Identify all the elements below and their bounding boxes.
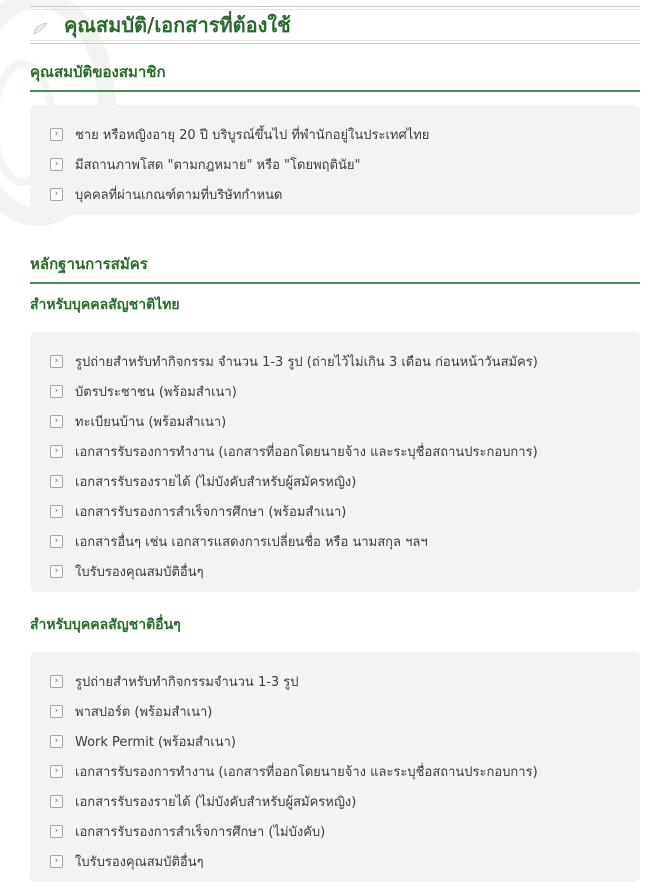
chevron-right-icon: › xyxy=(50,765,63,778)
qualifications-list xyxy=(30,105,640,215)
list-item-text: ทะเบียนบ้าน (พร้อมสำเนา) xyxy=(75,414,227,430)
list-item xyxy=(50,526,620,556)
list-item xyxy=(50,756,620,786)
chevron-right-icon: › xyxy=(50,355,63,368)
list-item-text: มีสถานภาพโสด "ตามกฎหมาย" หรือ "โดยพฤตินัย" xyxy=(75,157,361,173)
leaf-icon xyxy=(32,21,48,35)
list-item xyxy=(50,786,620,816)
list-item-text: Work Permit (พร้อมสำเนา) xyxy=(75,734,236,750)
list-item-text: ชาย หรือหญิงอายุ 20 ปี บริบูรณ์ขึ้นไป ที่พำนักอยู่ในประเทศไทย xyxy=(75,127,430,143)
list-item xyxy=(50,666,620,696)
chevron-right-icon: › xyxy=(50,475,63,488)
list-item-text: เอกสารอื่นๆ เช่น เอกสารแสดงการเปลี่ยนชื่อ หรือ นามสกุล ฯลฯ xyxy=(75,534,428,550)
list-item xyxy=(50,816,620,846)
chevron-right-icon: › xyxy=(50,415,63,428)
list-item xyxy=(50,406,620,436)
list-item xyxy=(50,436,620,466)
list-item-text: เอกสารรับรองการสำเร็จการศึกษา (ไม่บังคับ) xyxy=(75,824,326,840)
thai-nationals-heading: สำหรับบุคคลสัญชาติไทย xyxy=(30,297,180,313)
list-item xyxy=(50,496,620,526)
list-item xyxy=(50,466,620,496)
chevron-right-icon: › xyxy=(50,385,63,398)
chevron-right-icon: › xyxy=(50,825,63,838)
list-item-text: เอกสารรับรองรายได้ (ไม่บังคับสำหรับผู้สมัครหญิง) xyxy=(75,474,357,490)
chevron-right-icon: › xyxy=(50,445,63,458)
documents-heading: หลักฐานการสมัคร xyxy=(30,252,640,284)
list-item-text: ใบรับรองคุณสมบัติอื่นๆ xyxy=(75,564,204,580)
list-item xyxy=(50,119,620,149)
other-documents-list xyxy=(30,652,640,882)
list-item xyxy=(50,726,620,756)
chevron-right-icon: › xyxy=(50,535,63,548)
chevron-right-icon: › xyxy=(50,705,63,718)
list-item-text: บุคคลที่ผ่านเกณฑ์ตามที่บริษัทกำหนด xyxy=(75,187,283,203)
list-item-text: บัตรประชาชน (พร้อมสำเนา) xyxy=(75,384,237,400)
list-item-text: รูปถ่ายสำหรับทำกิจกรรมจำนวน 1-3 รูป xyxy=(75,674,299,690)
list-item-text: พาสปอร์ต (พร้อมสำเนา) xyxy=(75,704,213,720)
chevron-right-icon: › xyxy=(50,188,63,201)
qualifications-heading: คุณสมบัติของสมาชิก xyxy=(30,60,640,92)
chevron-right-icon: › xyxy=(50,128,63,141)
list-item-text: รูปถ่ายสำหรับทำกิจกรรม จำนวน 1-3 รูป (ถ่ายไว้ไม่เกิน 3 เดือน ก่อนหน้าวันสมัคร) xyxy=(75,354,538,370)
list-item xyxy=(50,376,620,406)
other-nationals-heading: สำหรับบุคคลสัญชาติอื่นๆ xyxy=(30,617,181,633)
chevron-right-icon: › xyxy=(50,565,63,578)
list-item xyxy=(50,696,620,726)
chevron-right-icon: › xyxy=(50,675,63,688)
thai-documents-list xyxy=(30,332,640,592)
list-item xyxy=(50,179,620,209)
list-item-text: เอกสารรับรองการสำเร็จการศึกษา (พร้อมสำเนา) xyxy=(75,504,347,520)
chevron-right-icon: › xyxy=(50,855,63,868)
list-item xyxy=(50,846,620,876)
chevron-right-icon: › xyxy=(50,735,63,748)
chevron-right-icon: › xyxy=(50,505,63,518)
list-item xyxy=(50,556,620,586)
list-item-text: เอกสารรับรองรายได้ (ไม่บังคับสำหรับผู้สมัครหญิง) xyxy=(75,794,357,810)
list-item-text: ใบรับรองคุณสมบัติอื่นๆ xyxy=(75,854,204,870)
chevron-right-icon: › xyxy=(50,795,63,808)
chevron-right-icon: › xyxy=(50,158,63,171)
list-item-text: เอกสารรับรองการทำงาน (เอกสารที่ออกโดยนายจ้าง และระบุชื่อสถานประกอบการ) xyxy=(75,764,538,780)
list-item xyxy=(50,346,620,376)
list-item xyxy=(50,149,620,179)
page-title: คุณสมบัติ/เอกสารที่ต้องใช้ xyxy=(64,13,291,37)
page-title-bar xyxy=(30,6,640,44)
list-item-text: เอกสารรับรองการทำงาน (เอกสารที่ออกโดยนายจ้าง และระบุชื่อสถานประกอบการ) xyxy=(75,444,538,460)
